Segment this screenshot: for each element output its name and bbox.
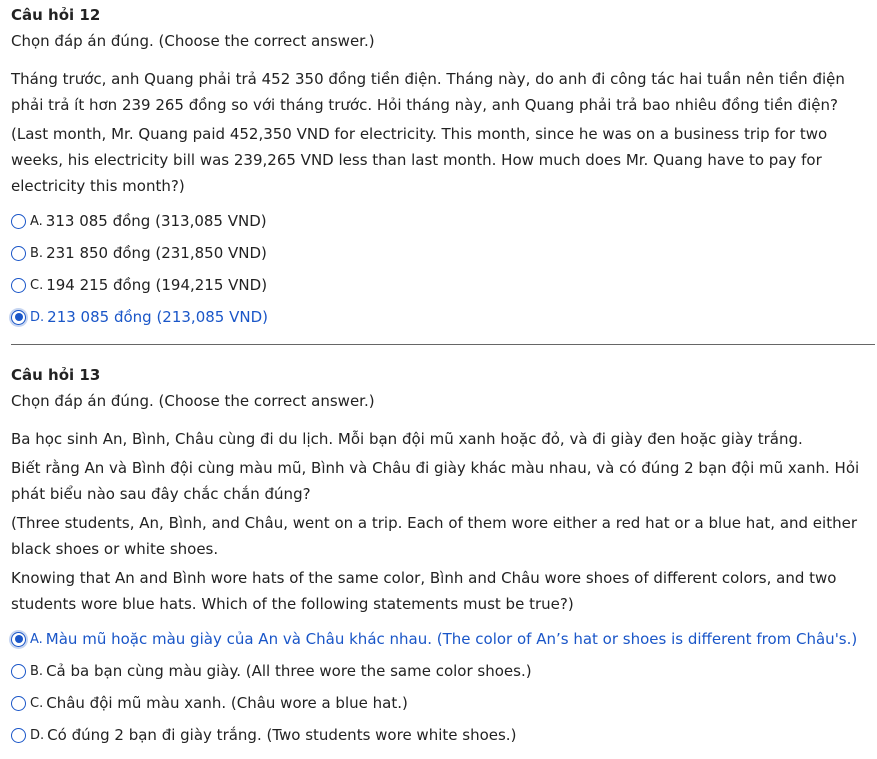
option-text: 231 850 đồng (231,850 VND) bbox=[46, 244, 267, 262]
question-text-en: (Last month, Mr. Quang paid 452,350 VND for electricity. This month, since he was on a business trip for two weeks, his electricity bill was 239,265 VND less than last month. How much does Mr. Quang have to pay for electricity this month?) bbox=[11, 125, 828, 195]
option-letter: D. bbox=[30, 727, 45, 743]
option-letter: C. bbox=[30, 277, 44, 293]
answer-options bbox=[11, 623, 871, 751]
question-text-vi: Tháng trước, anh Quang phải trả 452 350 đồng tiền điện. Tháng này, do anh đi công tác hai tuần nên tiền điện phải trả ít hơn 239 265 đồng so với tháng trước. Hỏi tháng này, anh Quang phải trả bao nhiêu đồng tiền điện? bbox=[11, 70, 845, 114]
option-c[interactable] bbox=[11, 687, 871, 719]
option-d[interactable] bbox=[11, 719, 871, 751]
answer-options bbox=[11, 205, 871, 333]
question-text-en-2: Knowing that An and Bình wore hats of the same color, Bình and Châu wore shoes of different colors, and two students wore blue hats. Which of the following statements must be true?) bbox=[11, 569, 837, 613]
option-letter: A. bbox=[30, 213, 43, 229]
option-text: Màu mũ hoặc màu giày của An và Châu khác nhau. (The color of An’s hat or shoes is different from Châu's.) bbox=[45, 630, 858, 648]
radio-button[interactable] bbox=[11, 214, 26, 229]
option-b[interactable] bbox=[11, 655, 871, 687]
radio-button[interactable] bbox=[11, 278, 26, 293]
option-b[interactable] bbox=[11, 237, 871, 269]
radio-button[interactable] bbox=[11, 310, 26, 325]
question-13 bbox=[11, 362, 871, 751]
option-text: Có đúng 2 bạn đi giày trắng. (Two students wore white shoes.) bbox=[47, 726, 517, 744]
radio-button[interactable] bbox=[11, 246, 26, 261]
radio-button[interactable] bbox=[11, 696, 26, 711]
radio-button[interactable] bbox=[11, 632, 26, 647]
question-text-en-1: (Three students, An, Bình, and Châu, went on a trip. Each of them wore either a red hat or a blue hat, and either black shoes or white shoes. bbox=[11, 514, 857, 558]
option-d[interactable] bbox=[11, 301, 871, 333]
question-title: Câu hỏi 13 bbox=[11, 366, 101, 384]
option-text: Cả ba bạn cùng màu giày. (All three wore the same color shoes.) bbox=[46, 662, 532, 680]
option-text: 313 085 đồng (313,085 VND) bbox=[45, 212, 267, 230]
question-title: Câu hỏi 12 bbox=[11, 6, 101, 24]
question-text-vi-1: Ba học sinh An, Bình, Châu cùng đi du lịch. Mỗi bạn đội mũ xanh hoặc đỏ, và đi giày đen hoặc giày trắng. bbox=[11, 430, 803, 448]
question-12 bbox=[11, 2, 871, 333]
option-text: Châu đội mũ màu xanh. (Châu wore a blue hat.) bbox=[46, 694, 408, 712]
option-text: 194 215 đồng (194,215 VND) bbox=[46, 276, 268, 294]
option-letter: B. bbox=[30, 245, 44, 261]
question-text-vi-2: Biết rằng An và Bình đội cùng màu mũ, Bình và Châu đi giày khác màu nhau, và có đúng 2 bạn đội mũ xanh. Hỏi phát biểu nào sau đây chắc chắn đúng? bbox=[11, 459, 860, 503]
option-letter: C. bbox=[30, 695, 44, 711]
option-letter: A. bbox=[30, 631, 43, 647]
option-letter: D. bbox=[30, 309, 45, 325]
question-instruction: Chọn đáp án đúng. (Choose the correct answer.) bbox=[11, 392, 375, 410]
option-c[interactable] bbox=[11, 269, 871, 301]
option-text: 213 085 đồng (213,085 VND) bbox=[47, 308, 268, 326]
question-divider bbox=[11, 344, 875, 345]
option-a[interactable] bbox=[11, 205, 871, 237]
radio-button[interactable] bbox=[11, 728, 26, 743]
question-instruction: Chọn đáp án đúng. (Choose the correct answer.) bbox=[11, 32, 375, 50]
option-a[interactable] bbox=[11, 623, 871, 655]
radio-button[interactable] bbox=[11, 664, 26, 679]
option-letter: B. bbox=[30, 663, 44, 679]
